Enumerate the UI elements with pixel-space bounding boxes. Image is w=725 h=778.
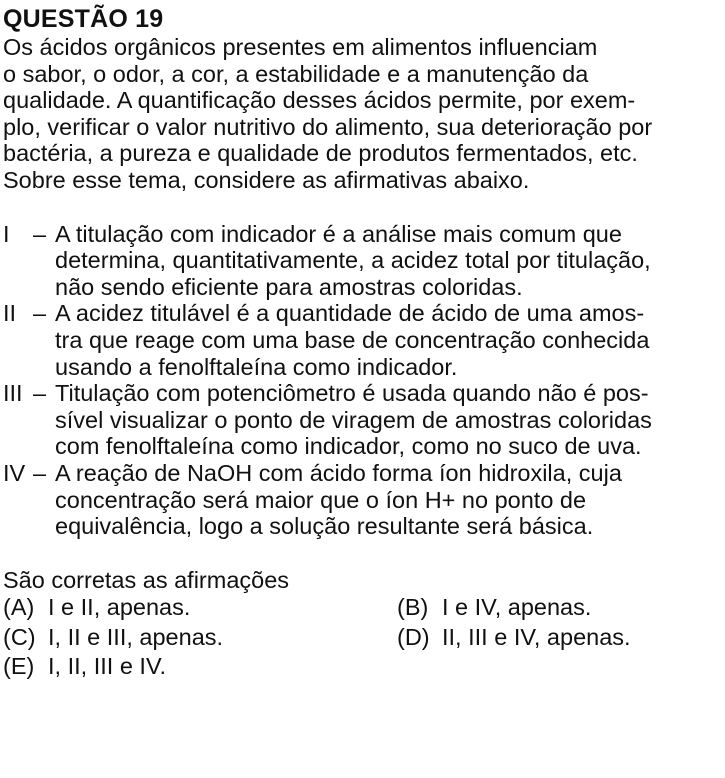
statement-dash: – <box>33 300 47 327</box>
statement-list <box>3 221 721 540</box>
statement-line: equivalência, logo a solução resultante será básica. <box>55 513 594 540</box>
question-title: QUESTÃO 19 <box>3 5 164 33</box>
option-c[interactable] <box>3 623 397 653</box>
statement-number: II <box>3 300 17 327</box>
intro-line: Os ácidos orgânicos presentes em alimentos influenciam <box>3 34 598 60</box>
option-b[interactable] <box>397 593 591 623</box>
answer-options <box>3 593 721 682</box>
option-letter: (B) <box>397 594 429 621</box>
statement-number: I <box>3 220 10 247</box>
statement-line: usando a fenolftaleína como indicador. <box>55 353 458 380</box>
option-d[interactable] <box>397 623 631 653</box>
statement-number: IV <box>3 459 26 486</box>
statement-line: tra que reage com uma base de concentração conhecida <box>55 326 650 353</box>
options-row <box>3 652 721 682</box>
option-letter: (A) <box>3 594 35 621</box>
statement-dash: – <box>33 380 47 407</box>
option-a[interactable] <box>3 593 397 623</box>
option-text: I, II e III, apenas. <box>48 623 224 650</box>
statement-line: determina, quantitativamente, a acidez total por titulação, <box>55 247 651 274</box>
statement-line: Titulação com potenciômetro é usada quando não é pos- <box>55 380 649 407</box>
statement-number: III <box>3 380 23 407</box>
intro-line: Sobre esse tema, considere as afirmativas abaixo. <box>3 166 530 193</box>
statement-line: A acidez titulável é a quantidade de ácido de uma amos- <box>55 300 645 327</box>
statement-line: não sendo eficiente para amostras coloridas. <box>55 273 523 300</box>
statement-line: concentração será maior que o íon H+ no ponto de <box>55 486 587 513</box>
option-letter: (E) <box>3 653 35 680</box>
option-e[interactable] <box>3 652 397 682</box>
intro-line: plo, verificar o valor nutritivo do alimento, sua deterioração por <box>3 113 653 140</box>
statement-iii <box>3 380 721 460</box>
statement-dash: – <box>33 220 47 247</box>
option-text: I e IV, apenas. <box>442 594 592 621</box>
intro-line: o sabor, o odor, a cor, a estabilidade e a manutenção da <box>3 60 589 87</box>
statement-i <box>3 221 721 301</box>
intro-line: qualidade. A quantificação desses ácidos permite, por exem- <box>3 87 636 114</box>
question-prompt: São corretas as afirmações <box>3 566 290 593</box>
options-row <box>3 623 721 653</box>
option-letter: (D) <box>397 623 430 650</box>
option-letter: (C) <box>3 623 36 650</box>
statement-dash: – <box>33 459 47 486</box>
statement-line: com fenolftaleína como indicador, como no suco de uva. <box>55 433 642 460</box>
intro-line: bactéria, a pureza e qualidade de produtos fermentados, etc. <box>3 140 638 167</box>
options-row <box>3 593 721 623</box>
statement-iv <box>3 460 721 540</box>
statement-line: A reação de NaOH com ácido forma íon hidroxila, cuja <box>55 459 622 486</box>
option-text: II, III e IV, apenas. <box>442 623 631 650</box>
statement-line: A titulação com indicador é a análise mais comum que <box>55 220 622 247</box>
option-text: I e II, apenas. <box>48 594 191 621</box>
statement-line: sível visualizar o ponto de viragem de amostras coloridas <box>55 406 652 433</box>
question-intro <box>3 34 721 194</box>
statement-ii <box>3 300 721 380</box>
question-page <box>3 0 721 682</box>
option-text: I, II, III e IV. <box>48 653 166 680</box>
